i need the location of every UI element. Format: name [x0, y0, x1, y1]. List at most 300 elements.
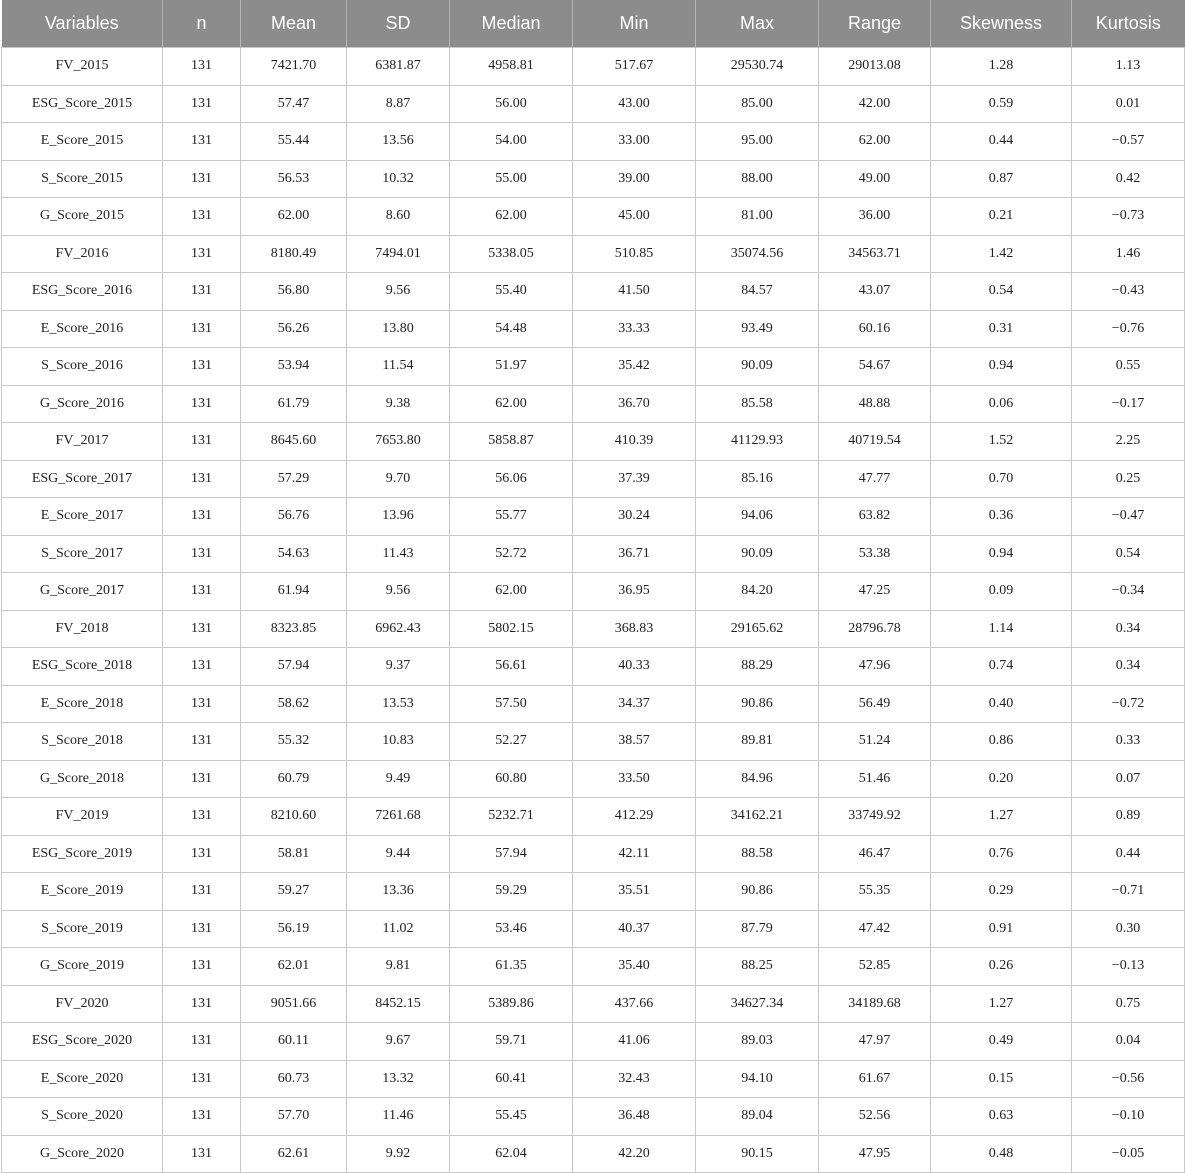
table-cell: 55.35 [819, 873, 931, 911]
table-cell: 7653.80 [347, 423, 450, 461]
table-cell: 62.01 [241, 948, 347, 986]
table-cell: −0.43 [1072, 273, 1185, 311]
table-cell: 60.11 [241, 1023, 347, 1061]
table-cell: 60.80 [450, 760, 573, 798]
table-cell: 53.46 [450, 910, 573, 948]
table-cell: 13.96 [347, 498, 450, 536]
table-cell: 10.83 [347, 723, 450, 761]
table-cell: 57.94 [241, 648, 347, 686]
column-header: SD [347, 0, 450, 48]
table-cell: 55.77 [450, 498, 573, 536]
table-cell: 9.70 [347, 460, 450, 498]
table-cell: 11.46 [347, 1098, 450, 1136]
table-cell: 54.67 [819, 348, 931, 386]
table-cell: 35.42 [573, 348, 696, 386]
table-cell: 95.00 [696, 123, 819, 161]
table-cell: 52.56 [819, 1098, 931, 1136]
table-row [2, 385, 1185, 423]
table-cell: 85.00 [696, 85, 819, 123]
table-row [2, 1135, 1185, 1173]
table-cell: 47.97 [819, 1023, 931, 1061]
table-cell: 0.42 [1072, 160, 1185, 198]
table-cell: 131 [163, 1060, 241, 1098]
table-row [2, 648, 1185, 686]
table-cell: 131 [163, 273, 241, 311]
table-cell: 131 [163, 198, 241, 236]
column-header: Median [450, 0, 573, 48]
table-cell: 51.24 [819, 723, 931, 761]
table-row [2, 685, 1185, 723]
table-cell: 94.10 [696, 1060, 819, 1098]
table-cell: 131 [163, 535, 241, 573]
table-cell: 0.20 [931, 760, 1072, 798]
variable-name-cell: S_Score_2016 [2, 348, 163, 386]
table-row [2, 123, 1185, 161]
table-cell: 131 [163, 873, 241, 911]
table-cell: 0.54 [1072, 535, 1185, 573]
table-cell: 52.72 [450, 535, 573, 573]
table-cell: 131 [163, 123, 241, 161]
table-cell: 2.25 [1072, 423, 1185, 461]
table-cell: 36.70 [573, 385, 696, 423]
table-cell: 53.94 [241, 348, 347, 386]
table-cell: 0.76 [931, 835, 1072, 873]
table-cell: 39.00 [573, 160, 696, 198]
table-header [2, 0, 1185, 48]
table-cell: 9.44 [347, 835, 450, 873]
table-cell: 34162.21 [696, 798, 819, 836]
table-cell: 8210.60 [241, 798, 347, 836]
table-cell: 84.20 [696, 573, 819, 611]
variable-name-cell: E_Score_2016 [2, 310, 163, 348]
table-cell: 131 [163, 948, 241, 986]
table-cell: 0.63 [931, 1098, 1072, 1136]
table-cell: 56.06 [450, 460, 573, 498]
table-cell: 43.07 [819, 273, 931, 311]
table-cell: 56.19 [241, 910, 347, 948]
table-cell: 131 [163, 160, 241, 198]
table-cell: 30.24 [573, 498, 696, 536]
table-cell: 34563.71 [819, 235, 931, 273]
table-row [2, 723, 1185, 761]
table-row [2, 85, 1185, 123]
variable-name-cell: ESG_Score_2015 [2, 85, 163, 123]
table-cell: 13.36 [347, 873, 450, 911]
table-cell: −0.34 [1072, 573, 1185, 611]
table-cell: 9051.66 [241, 985, 347, 1023]
variable-name-cell: FV_2016 [2, 235, 163, 273]
table-row [2, 835, 1185, 873]
table-cell: 33.00 [573, 123, 696, 161]
column-header: Kurtosis [1072, 0, 1185, 48]
table-cell: 131 [163, 760, 241, 798]
table-cell: 60.16 [819, 310, 931, 348]
variable-name-cell: S_Score_2020 [2, 1098, 163, 1136]
table-cell: 0.06 [931, 385, 1072, 423]
table-cell: 0.55 [1072, 348, 1185, 386]
table-cell: 41129.93 [696, 423, 819, 461]
table-cell: −0.56 [1072, 1060, 1185, 1098]
table-cell: 40719.54 [819, 423, 931, 461]
table-cell: 35074.56 [696, 235, 819, 273]
table-cell: 61.67 [819, 1060, 931, 1098]
table-cell: 90.09 [696, 535, 819, 573]
table-row [2, 460, 1185, 498]
table-cell: 51.46 [819, 760, 931, 798]
table-cell: 57.70 [241, 1098, 347, 1136]
table-cell: 93.49 [696, 310, 819, 348]
table-cell: 56.80 [241, 273, 347, 311]
table-cell: 85.58 [696, 385, 819, 423]
table-cell: 35.51 [573, 873, 696, 911]
table-cell: 36.71 [573, 535, 696, 573]
table-cell: 0.40 [931, 685, 1072, 723]
column-header: n [163, 0, 241, 48]
table-cell: 0.01 [1072, 85, 1185, 123]
table-cell: 8.60 [347, 198, 450, 236]
table-cell: 13.56 [347, 123, 450, 161]
header-row [2, 0, 1185, 48]
table-cell: 0.74 [931, 648, 1072, 686]
table-cell: 33749.92 [819, 798, 931, 836]
table-cell: −0.72 [1072, 685, 1185, 723]
table-cell: 57.94 [450, 835, 573, 873]
table-cell: 85.16 [696, 460, 819, 498]
table-cell: 56.26 [241, 310, 347, 348]
table-cell: 84.57 [696, 273, 819, 311]
table-cell: 89.04 [696, 1098, 819, 1136]
table-cell: 42.11 [573, 835, 696, 873]
table-cell: 0.21 [931, 198, 1072, 236]
table-cell: 41.50 [573, 273, 696, 311]
table-cell: 5232.71 [450, 798, 573, 836]
table-cell: 9.49 [347, 760, 450, 798]
table-row [2, 535, 1185, 573]
table-cell: 0.30 [1072, 910, 1185, 948]
table-cell: 0.91 [931, 910, 1072, 948]
table-cell: 1.28 [931, 48, 1072, 86]
table-cell: 0.09 [931, 573, 1072, 611]
table-cell: 62.00 [450, 573, 573, 611]
table-row [2, 498, 1185, 536]
table-body [2, 48, 1185, 1173]
table-cell: 87.79 [696, 910, 819, 948]
table-cell: 6962.43 [347, 610, 450, 648]
variable-name-cell: ESG_Score_2017 [2, 460, 163, 498]
table-cell: 54.48 [450, 310, 573, 348]
table-cell: 90.86 [696, 873, 819, 911]
table-cell: 131 [163, 498, 241, 536]
table-cell: 84.96 [696, 760, 819, 798]
table-row [2, 760, 1185, 798]
table-cell: 54.00 [450, 123, 573, 161]
table-cell: 90.86 [696, 685, 819, 723]
table-cell: 57.50 [450, 685, 573, 723]
table-row [2, 948, 1185, 986]
table-cell: 0.54 [931, 273, 1072, 311]
table-cell: −0.57 [1072, 123, 1185, 161]
table-cell: 8645.60 [241, 423, 347, 461]
variable-name-cell: S_Score_2018 [2, 723, 163, 761]
table-cell: 55.44 [241, 123, 347, 161]
table-cell: 1.46 [1072, 235, 1185, 273]
table-cell: 0.59 [931, 85, 1072, 123]
table-cell: 55.00 [450, 160, 573, 198]
table-cell: 56.00 [450, 85, 573, 123]
table-cell: 47.95 [819, 1135, 931, 1173]
table-cell: 131 [163, 798, 241, 836]
table-cell: 11.54 [347, 348, 450, 386]
table-cell: 13.53 [347, 685, 450, 723]
table-cell: 60.41 [450, 1060, 573, 1098]
variable-name-cell: S_Score_2017 [2, 535, 163, 573]
table-cell: 60.79 [241, 760, 347, 798]
table-cell: 5338.05 [450, 235, 573, 273]
table-cell: 51.97 [450, 348, 573, 386]
variable-name-cell: ESG_Score_2016 [2, 273, 163, 311]
table-cell: 7421.70 [241, 48, 347, 86]
table-cell: 55.40 [450, 273, 573, 311]
column-header: Min [573, 0, 696, 48]
table-cell: 43.00 [573, 85, 696, 123]
table-cell: 61.94 [241, 573, 347, 611]
table-cell: 131 [163, 910, 241, 948]
table-cell: −0.71 [1072, 873, 1185, 911]
table-cell: 0.34 [1072, 648, 1185, 686]
table-cell: 0.75 [1072, 985, 1185, 1023]
variable-name-cell: S_Score_2019 [2, 910, 163, 948]
column-header: Mean [241, 0, 347, 48]
table-cell: 9.81 [347, 948, 450, 986]
table-cell: 131 [163, 835, 241, 873]
table-cell: 59.71 [450, 1023, 573, 1061]
variable-name-cell: G_Score_2017 [2, 573, 163, 611]
table-cell: 29165.62 [696, 610, 819, 648]
table-cell: 94.06 [696, 498, 819, 536]
table-cell: 88.58 [696, 835, 819, 873]
table-cell: 0.26 [931, 948, 1072, 986]
variable-name-cell: ESG_Score_2020 [2, 1023, 163, 1061]
table-cell: 131 [163, 310, 241, 348]
variable-name-cell: ESG_Score_2019 [2, 835, 163, 873]
table-cell: 9.92 [347, 1135, 450, 1173]
table-cell: 0.07 [1072, 760, 1185, 798]
table-cell: −0.13 [1072, 948, 1185, 986]
table-cell: 5802.15 [450, 610, 573, 648]
table-cell: 88.29 [696, 648, 819, 686]
variable-name-cell: E_Score_2018 [2, 685, 163, 723]
variable-name-cell: E_Score_2019 [2, 873, 163, 911]
table-cell: 8180.49 [241, 235, 347, 273]
table-row [2, 160, 1185, 198]
table-cell: 11.02 [347, 910, 450, 948]
table-row [2, 910, 1185, 948]
table-cell: 56.53 [241, 160, 347, 198]
table-cell: 131 [163, 423, 241, 461]
table-cell: 0.94 [931, 535, 1072, 573]
variable-name-cell: S_Score_2015 [2, 160, 163, 198]
table-cell: 34189.68 [819, 985, 931, 1023]
table-cell: 57.29 [241, 460, 347, 498]
table-cell: 46.47 [819, 835, 931, 873]
table-cell: 8.87 [347, 85, 450, 123]
variable-name-cell: G_Score_2018 [2, 760, 163, 798]
table-cell: 56.49 [819, 685, 931, 723]
descriptive-statistics-table [1, 0, 1185, 1173]
table-cell: 42.00 [819, 85, 931, 123]
table-cell: 63.82 [819, 498, 931, 536]
table-row [2, 798, 1185, 836]
table-cell: 89.03 [696, 1023, 819, 1061]
table-cell: −0.10 [1072, 1098, 1185, 1136]
variable-name-cell: FV_2020 [2, 985, 163, 1023]
table-cell: 0.34 [1072, 610, 1185, 648]
table-cell: 40.37 [573, 910, 696, 948]
table-cell: 131 [163, 985, 241, 1023]
table-cell: 56.76 [241, 498, 347, 536]
table-cell: 0.70 [931, 460, 1072, 498]
table-cell: 34627.34 [696, 985, 819, 1023]
table-cell: 131 [163, 85, 241, 123]
variable-name-cell: E_Score_2015 [2, 123, 163, 161]
variable-name-cell: G_Score_2016 [2, 385, 163, 423]
table-cell: 0.29 [931, 873, 1072, 911]
table-cell: 33.33 [573, 310, 696, 348]
table-cell: 62.61 [241, 1135, 347, 1173]
table-cell: 437.66 [573, 985, 696, 1023]
table-cell: 0.25 [1072, 460, 1185, 498]
table-cell: 47.25 [819, 573, 931, 611]
table-cell: 62.00 [819, 123, 931, 161]
column-header: Skewness [931, 0, 1072, 48]
table-cell: 58.62 [241, 685, 347, 723]
table-cell: 9.56 [347, 573, 450, 611]
table-row [2, 273, 1185, 311]
variable-name-cell: ESG_Score_2018 [2, 648, 163, 686]
table-row [2, 1023, 1185, 1061]
table-cell: −0.47 [1072, 498, 1185, 536]
table-cell: 1.13 [1072, 48, 1185, 86]
table-cell: 0.44 [931, 123, 1072, 161]
table-cell: 1.27 [931, 798, 1072, 836]
table-cell: 36.00 [819, 198, 931, 236]
table-cell: 90.09 [696, 348, 819, 386]
table-cell: 47.77 [819, 460, 931, 498]
table-cell: 131 [163, 723, 241, 761]
table-cell: 131 [163, 460, 241, 498]
table-cell: 28796.78 [819, 610, 931, 648]
variable-name-cell: FV_2019 [2, 798, 163, 836]
table-cell: 131 [163, 48, 241, 86]
table-cell: 38.57 [573, 723, 696, 761]
variable-name-cell: FV_2018 [2, 610, 163, 648]
table-row [2, 348, 1185, 386]
table-cell: 0.89 [1072, 798, 1185, 836]
table-cell: 1.52 [931, 423, 1072, 461]
table-cell: 368.83 [573, 610, 696, 648]
table-cell: 37.39 [573, 460, 696, 498]
table-cell: −0.05 [1072, 1135, 1185, 1173]
table-cell: 0.04 [1072, 1023, 1185, 1061]
table-cell: 41.06 [573, 1023, 696, 1061]
table-cell: 0.36 [931, 498, 1072, 536]
table-row [2, 1098, 1185, 1136]
table-cell: 0.48 [931, 1135, 1072, 1173]
table-cell: 57.47 [241, 85, 347, 123]
variable-name-cell: FV_2017 [2, 423, 163, 461]
table-row [2, 1060, 1185, 1098]
table-cell: 10.32 [347, 160, 450, 198]
table-cell: 42.20 [573, 1135, 696, 1173]
table-cell: 5858.87 [450, 423, 573, 461]
table-cell: 0.94 [931, 348, 1072, 386]
variable-name-cell: E_Score_2017 [2, 498, 163, 536]
table-cell: 0.87 [931, 160, 1072, 198]
table-cell: 56.61 [450, 648, 573, 686]
table-cell: 0.44 [1072, 835, 1185, 873]
table-cell: 0.86 [931, 723, 1072, 761]
table-row [2, 198, 1185, 236]
table-cell: 131 [163, 235, 241, 273]
table-cell: 131 [163, 648, 241, 686]
table-cell: 54.63 [241, 535, 347, 573]
table-cell: 131 [163, 1023, 241, 1061]
table-cell: 8323.85 [241, 610, 347, 648]
table-cell: 13.32 [347, 1060, 450, 1098]
table-cell: 9.67 [347, 1023, 450, 1061]
table-cell: 88.25 [696, 948, 819, 986]
table-cell: 9.56 [347, 273, 450, 311]
table-cell: −0.73 [1072, 198, 1185, 236]
variable-name-cell: G_Score_2019 [2, 948, 163, 986]
table-cell: −0.17 [1072, 385, 1185, 423]
table-row [2, 873, 1185, 911]
table-cell: 59.27 [241, 873, 347, 911]
table-row [2, 235, 1185, 273]
column-header: Range [819, 0, 931, 48]
table-cell: 9.38 [347, 385, 450, 423]
table-cell: 4958.81 [450, 48, 573, 86]
table-cell: 32.43 [573, 1060, 696, 1098]
table-cell: −0.76 [1072, 310, 1185, 348]
table-cell: 7494.01 [347, 235, 450, 273]
table-cell: 62.00 [241, 198, 347, 236]
table-cell: 45.00 [573, 198, 696, 236]
table-row [2, 48, 1185, 86]
table-cell: 0.31 [931, 310, 1072, 348]
table-cell: 52.27 [450, 723, 573, 761]
table-cell: 90.15 [696, 1135, 819, 1173]
table-cell: 5389.86 [450, 985, 573, 1023]
table-row [2, 573, 1185, 611]
table-cell: 8452.15 [347, 985, 450, 1023]
table-cell: 131 [163, 610, 241, 648]
table-cell: 36.95 [573, 573, 696, 611]
table-cell: 88.00 [696, 160, 819, 198]
table-cell: 47.96 [819, 648, 931, 686]
table-cell: 131 [163, 573, 241, 611]
table-cell: 62.00 [450, 198, 573, 236]
table-cell: 81.00 [696, 198, 819, 236]
table-cell: 6381.87 [347, 48, 450, 86]
table-cell: 52.85 [819, 948, 931, 986]
table-row [2, 310, 1185, 348]
table-cell: 33.50 [573, 760, 696, 798]
table-cell: 131 [163, 348, 241, 386]
table-cell: 410.39 [573, 423, 696, 461]
table-cell: 48.88 [819, 385, 931, 423]
table-cell: 131 [163, 685, 241, 723]
